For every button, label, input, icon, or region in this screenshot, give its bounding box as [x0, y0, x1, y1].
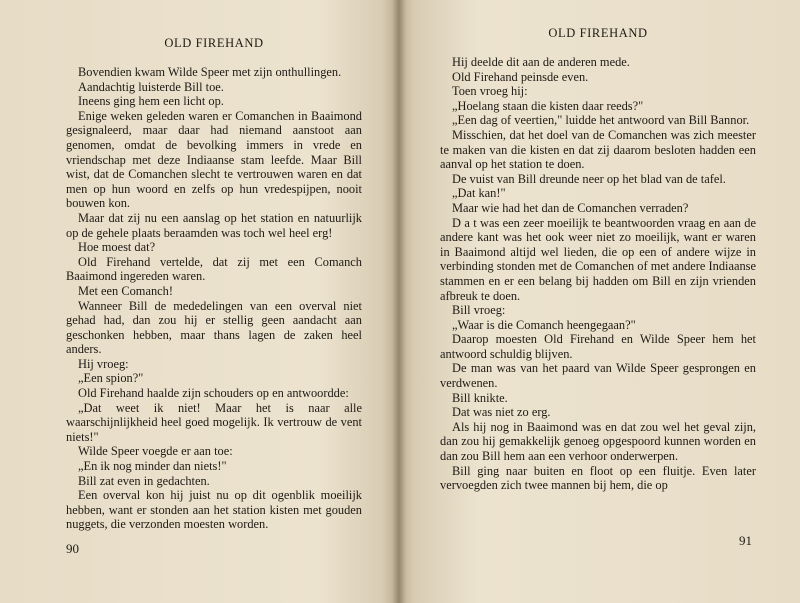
paragraph: Misschien, dat het doel van de Comanchen was zich meester te maken van die kisten en dat zij daarom besloten hadden een aanval op het station te doen. [440, 127, 756, 172]
paragraph: De vuist van Bill dreunde neer op het blad van de tafel. [452, 171, 726, 186]
paragraph: „Dat kan!" [452, 186, 506, 201]
paragraph: De man was van het paard van Wilde Speer gesprongen en verdwenen. [440, 361, 756, 391]
left-page-text [66, 65, 362, 532]
paragraph: „Hoelang staan die kisten daar reeds?" [452, 98, 644, 113]
paragraph: Hoe moest dat? [78, 240, 156, 255]
paragraph: Als hij nog in Baaimond was en dat zou wel het geval zijn, dan zou hij gemakkelijk genoeg opgespoord kunnen worden en dan zou Bill hem aan een verhoor onderwerpen. [440, 419, 756, 464]
paragraph: Old Firehand haalde zijn schouders op en antwoordde: [78, 386, 349, 401]
paragraph: Wanneer Bill de mededelingen van een overval niet gehad had, dan zou hij er stellig geen aandacht aan geschonken hebben, maar thans lagen de zaken heel anders. [66, 298, 362, 357]
left-page-number: 90 [66, 541, 79, 556]
paragraph: Hij vroeg: [78, 356, 129, 371]
paragraph: Ineens ging hem een licht op. [78, 94, 224, 109]
paragraph: „Waar is die Comanch heengegaan?" [452, 317, 636, 332]
right-page-number: 91 [739, 533, 752, 548]
paragraph: Toen vroeg hij: [452, 84, 528, 99]
paragraph: Dat was niet zo erg. [452, 405, 551, 420]
paragraph: D a t was een zeer moeilijk te beantwoorden vraag en aan de andere kant was het ook weer niet zo moeilijk, want er waren in Baaimond altijd wel lieden, die op een of andere wijze in verbinding stonden met de Comanchen of met andere Indiaanse stammen en er een belang bij hadden om Bill en zijn vrienden afbreuk te doen. [440, 215, 756, 303]
paragraph: Maar wie had het dan de Comanchen verraden? [452, 200, 689, 215]
paragraph: Bill knikte. [452, 390, 508, 405]
paragraph: Met een Comanch! [78, 283, 173, 298]
paragraph: Old Firehand peinsde even. [452, 69, 589, 84]
paragraph: „Een spion?" [78, 371, 144, 386]
right-page [398, 0, 800, 603]
paragraph: Daarop moesten Old Firehand en Wilde Speer hem het antwoord schuldig blijven. [440, 332, 756, 361]
paragraph: „Een dag of veertien," luidde het antwoord van Bill Bannor. [452, 113, 750, 128]
right-page-text [440, 55, 756, 493]
paragraph: Bovendien kwam Wilde Speer met zijn onthullingen. [78, 65, 342, 79]
paragraph: „Dat weet ik niet! Maar het is naar alle waarschijnlijkheid heel goed mogelijk. Ik vertrouw de vent niets!" [66, 400, 362, 444]
left-page [0, 0, 398, 603]
paragraph: Bill zat even in gedachten. [78, 473, 210, 488]
paragraph: Old Firehand vertelde, dat zij met een Comanch Baaimond ingereden waren. [66, 254, 362, 284]
paragraph: Bill ging naar buiten en floot op een fluitje. Even later vervoegden zich twee mannen bij hem, die op [440, 463, 756, 493]
paragraph: Bill vroeg: [452, 303, 506, 318]
paragraph: Maar dat zij nu een aanslag op het station en natuurlijk op de gehele plaats beraamden was toch wel heel erg! [66, 210, 362, 240]
left-running-head: OLD FIREHAND [164, 36, 264, 50]
paragraph: Enige weken geleden waren er Comanchen in Baaimond gesignaleerd, maar daar had niemand aanstoot aan genomen, omdat de bevolking immers in vrede en vriendschap met deze Indiaanse stam leefde. Maar Bill wist, dat de Comanchen slecht te vertrouwen waren en dat men op hun woord en zelfs op hun vredespijpen, nooit bouwen kon. [66, 108, 362, 211]
paragraph: „En ik nog minder dan niets!" [78, 459, 227, 474]
paragraph: Hij deelde dit aan de anderen mede. [452, 55, 630, 69]
paragraph: Wilde Speer voegde er aan toe: [78, 444, 233, 459]
right-running-head: OLD FIREHAND [548, 26, 648, 40]
paragraph: Aandachtig luisterde Bill toe. [78, 79, 224, 94]
paragraph: Een overval kon hij juist nu op dit ogenblik moeilijk hebben, want er stonden aan het station kisten met gouden nuggets, die verzonden moesten worden. [66, 488, 362, 532]
